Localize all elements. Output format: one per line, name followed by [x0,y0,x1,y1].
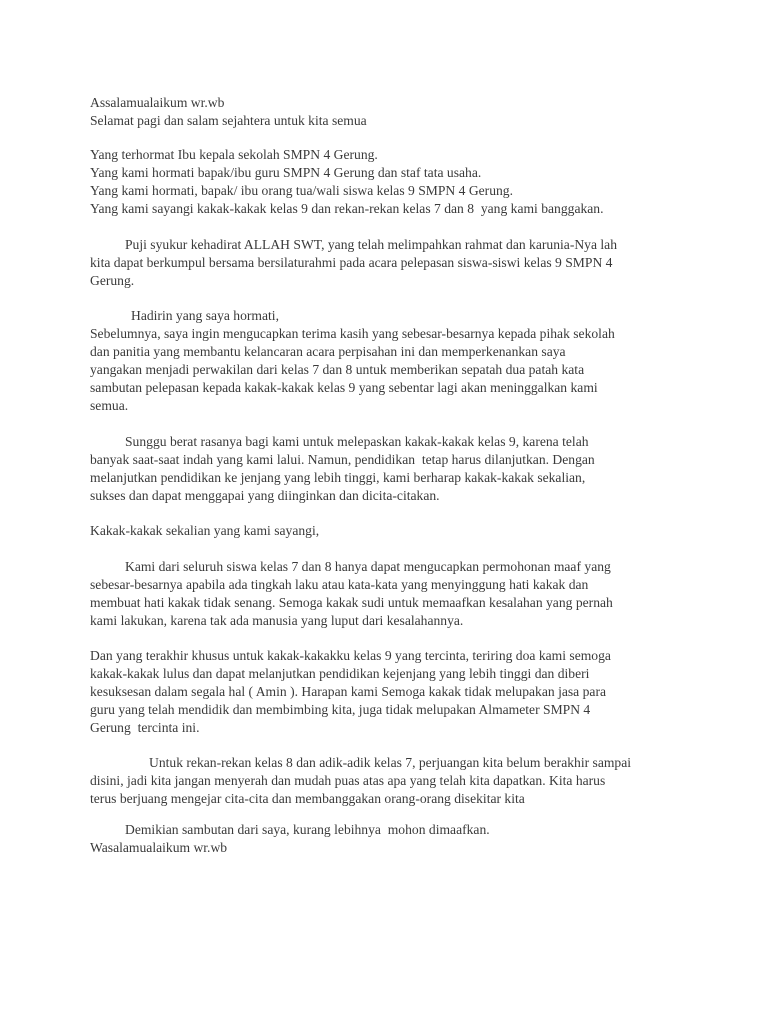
paragraph-line: kita dapat berkumpul bersama bersilaturahmi pada acara pelepasan siswa-siswi kelas 9 SMPN 4 [90,255,613,270]
paragraph-line: kesuksesan dalam segala hal ( Amin ). Harapan kami Semoga kakak tidak melupakan jasa para [90,684,607,699]
closing-line: Demikian sambutan dari saya, kurang lebihnya mohon dimaafkan. [125,822,490,837]
salutation-line: Yang kami sayangi kakak-kakak kelas 9 dan rekan-rekan kelas 7 dan 8 yang kami banggakan. [90,201,604,216]
paragraph-line: Gerung. [90,273,135,288]
paragraph-line: sebesar-besarnya apabila ada tingkah laku atau kata-kata yang menyinggung hati kakak dan [90,577,589,592]
address-heading: Hadirin yang saya hormati, [131,308,279,323]
paragraph-line: kami lakukan, karena tak ada manusia yang luput dari kesalahannya. [90,613,464,628]
paragraph-line: dan panitia yang membantu kelancaran acara perpisahan ini dan memperkenankan saya [90,344,566,359]
paragraph-line: Untuk rekan-rekan kelas 8 dan adik-adik kelas 7, perjuangan kita belum berakhir sampai [149,755,632,770]
paragraph-line: terus berjuang mengejar cita-cita dan membanggakan orang-orang disekitar kita [90,791,525,806]
paragraph-line: guru yang telah mendidik dan membimbing kita, juga tidak melupakan Almameter SMPN 4 [90,702,591,717]
salutation-line: Yang terhormat Ibu kepala sekolah SMPN 4 Gerung. [90,147,378,162]
salutation-line: Yang kami hormati bapak/ibu guru SMPN 4 Gerung dan staf tata usaha. [90,165,482,180]
paragraph-line: melanjutkan pendidikan ke jenjang yang lebih tinggi, kami berharap kakak-kakak sekalian, [90,470,586,485]
paragraph-line: sambutan pelepasan kepada kakak-kakak kelas 9 yang sebentar lagi akan meninggalkan kami [90,380,598,395]
address-heading: Kakak-kakak sekalian yang kami sayangi, [90,523,320,538]
paragraph-line: kakak-kakak lulus dan dapat melanjutkan pendidikan kejenjang yang lebih tinggi dan diberi [90,666,590,681]
paragraph-line: yangakan menjadi perwakilan dari kelas 7 dan 8 untuk memberikan sepatah dua patah kata [90,362,585,377]
paragraph-line: semua. [90,398,129,413]
paragraph-line: membuat hati kakak tidak senang. Semoga kakak sudi untuk memaafkan kesalahan yang pernah [90,595,613,610]
paragraph-line: sukses dan dapat menggapai yang diinginkan dan dicita-citakan. [90,488,440,503]
paragraph-line: Sunggu berat rasanya bagi kami untuk melepaskan kakak-kakak kelas 9, karena telah [125,434,589,449]
paragraph-line: Sebelumnya, saya ingin mengucapkan terima kasih yang sebesar-besarnya kepada pihak sekolah [90,326,615,341]
greeting-line: Selamat pagi dan salam sejahtera untuk kita semua [90,113,367,128]
closing-line: Wasalamualaikum wr.wb [90,840,228,855]
paragraph-line: Dan yang terakhir khusus untuk kakak-kakakku kelas 9 yang tercinta, teriring doa kami semoga [90,648,611,663]
paragraph-line: Gerung tercinta ini. [90,720,200,735]
paragraph-line: Kami dari seluruh siswa kelas 7 dan 8 hanya dapat mengucapkan permohonan maaf yang [125,559,611,574]
greeting-line: Assalamualaikum wr.wb [90,95,225,110]
paragraph-line: banyak saat-saat indah yang kami lalui. Namun, pendidikan tetap harus dilanjutkan. Dengan [90,452,595,467]
paragraph-line: disini, jadi kita jangan menyerah dan mudah puas atas apa yang telah kita dapatkan. Kita harus [90,773,606,788]
salutation-line: Yang kami hormati, bapak/ ibu orang tua/wali siswa kelas 9 SMPN 4 Gerung. [90,183,513,198]
paragraph-line: Puji syukur kehadirat ALLAH SWT, yang telah melimpahkan rahmat dan karunia-Nya lah [125,237,618,252]
